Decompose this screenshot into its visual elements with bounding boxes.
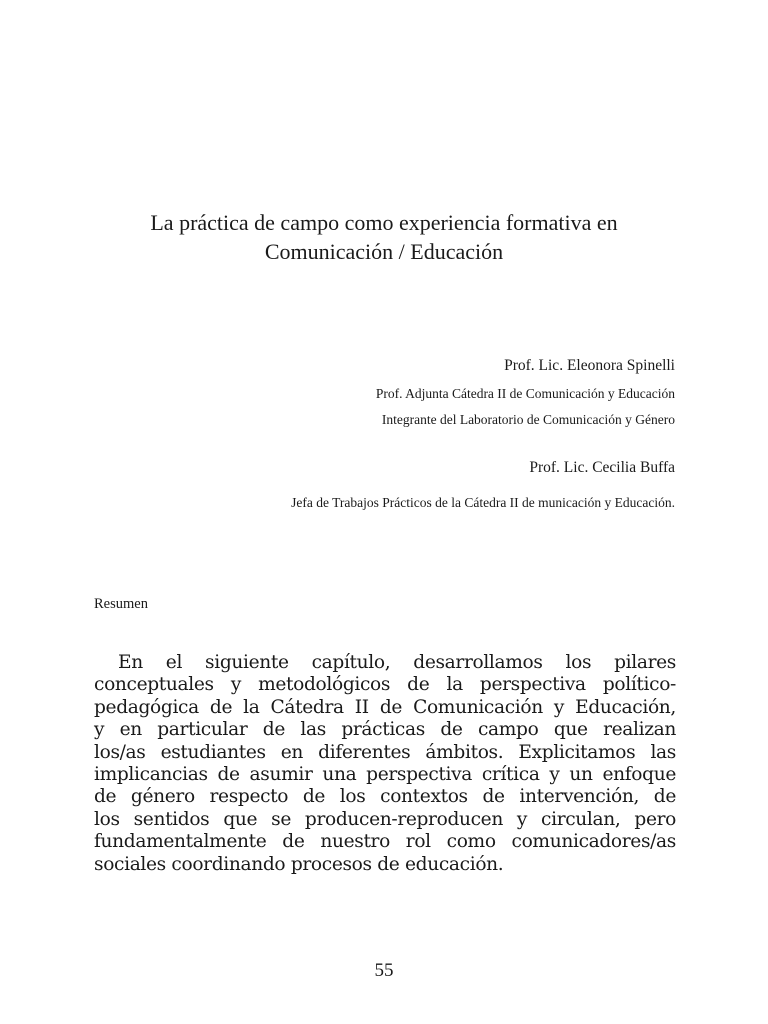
abstract-line: En el siguiente capítulo, desarrollamos los pilares <box>118 652 676 673</box>
title-line-1: La práctica de campo como experiencia formativa en <box>150 210 618 235</box>
abstract-line: pedagógica de la Cátedra II de Comunicación y Educación, <box>94 696 676 718</box>
author-role-buffa-1: Jefa de Trabajos Prácticos de la Cátedra II de municación y Educación. <box>291 495 675 510</box>
section-heading-resumen: Resumen <box>94 596 148 612</box>
document-title <box>60 208 708 266</box>
abstract-line: los sentidos que se producen-reproducen y circulan, pero <box>94 808 676 830</box>
author-name-spinelli: Prof. Lic. Eleonora Spinelli <box>504 357 675 374</box>
author-role-spinelli-2: Integrante del Laboratorio de Comunicación y Género <box>381 412 675 427</box>
abstract-line: conceptuales y metodológicos de la perspectiva político- <box>94 674 676 696</box>
author-role-spinelli-1: Prof. Adjunta Cátedra II de Comunicación y Educación <box>375 386 675 401</box>
abstract-line: implicancias de asumir una perspectiva crítica y un enfoque <box>94 764 676 786</box>
abstract-paragraph <box>94 652 676 876</box>
title-line-2: Comunicación / Educación <box>264 239 504 264</box>
abstract-line: y en particular de las prácticas de campo que realizan <box>94 719 676 741</box>
page-number: 55 <box>374 960 394 981</box>
author-name-buffa: Prof. Lic. Cecilia Buffa <box>529 459 675 476</box>
abstract-line: fundamentalmente de nuestro rol como comunicadores/as <box>94 831 676 853</box>
abstract-line: los/as estudiantes en diferentes ámbitos. Explicitamos las <box>94 741 676 763</box>
abstract-line: de género respecto de los contextos de intervención, de <box>94 786 676 808</box>
abstract-line: sociales coordinando procesos de educación. <box>94 853 504 875</box>
